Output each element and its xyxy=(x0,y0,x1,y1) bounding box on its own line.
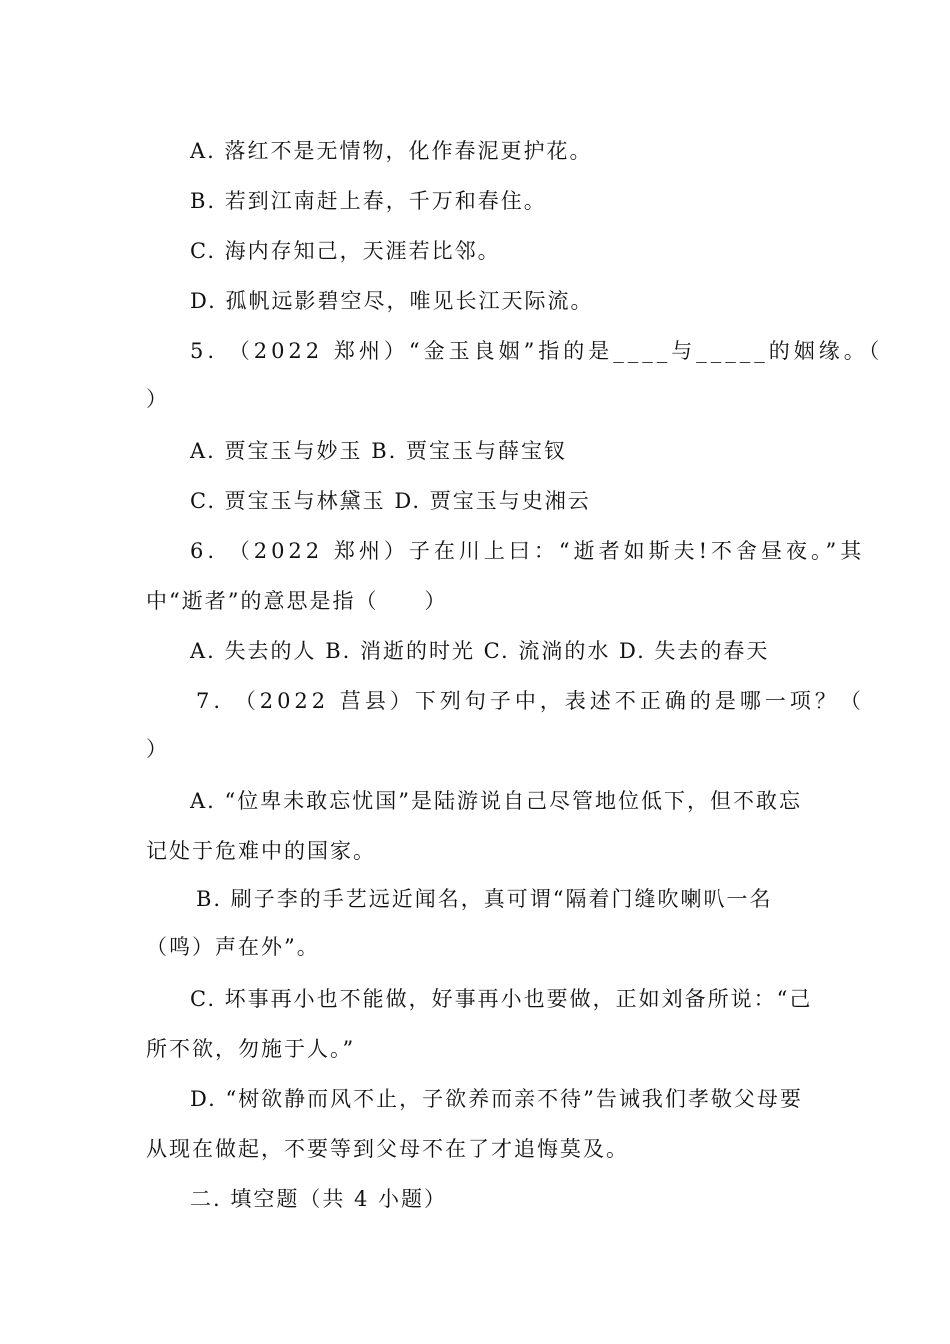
section-heading-fill-in: 二. 填空题（共 4 小题） xyxy=(190,1187,448,1211)
q4-option-c: C. 海内存知己，天涯若比邻。 xyxy=(190,239,501,263)
q7-stem-line2: ） xyxy=(146,737,169,761)
q7-option-c-line2: 所不欲，勿施于人。” xyxy=(146,1037,356,1061)
q6-stem-line2: 中“逝者”的意思是指（ ） xyxy=(146,589,448,613)
q7-stem-line1: 7. （2022 莒县）下列句子中，表述不正确的是哪一项？（ xyxy=(196,689,865,713)
q7-option-a-line1: A. “位卑未敢忘忧国”是陆游说自己尽管地位低下，但不敢忘 xyxy=(190,789,802,813)
q6-stem-line1: 6. （2022 郑州）子在川上曰：“逝者如斯夫!不舍昼夜。”其 xyxy=(190,539,866,563)
q5-stem-line2: ） xyxy=(146,387,169,411)
q4-option-a: A. 落红不是无情物，化作春泥更护花。 xyxy=(190,139,593,163)
q4-option-b: B. 若到江南赶上春，千万和春住。 xyxy=(190,189,547,213)
q7-option-b-line1: B. 刷子李的手艺远近闻名，真可谓“隔着门缝吹喇叭一名 xyxy=(196,887,773,911)
q7-option-b-line2: （鸣）声在外”。 xyxy=(146,935,320,959)
q7-option-a-line2: 记处于危难中的国家。 xyxy=(146,839,376,863)
q4-option-d: D. 孤帆远影碧空尽，唯见长江天际流。 xyxy=(190,289,594,313)
q7-option-d-line1: D. “树欲静而风不止，子欲养而亲不待”告诫我们孝敬父母要 xyxy=(190,1087,803,1111)
q5-stem-line1: 5. （2022 郑州）“金玉良姻”指的是____与_____的姻缘。（ xyxy=(190,339,884,363)
q7-option-c-line1: C. 坏事再小也不能做，好事再小也要做，正如刘备所说：“己 xyxy=(190,987,813,1011)
q5-options-line1: A. 贾宝玉与妙玉 B. 贾宝玉与薛宝钗 xyxy=(190,439,567,463)
q6-options-line1: A. 失去的人 B. 消逝的时光 C. 流淌的水 D. 失去的春天 xyxy=(190,639,770,663)
q5-options-line2: C. 贾宝玉与林黛玉 D. 贾宝玉与史湘云 xyxy=(190,489,591,513)
q7-option-d-line2: 从现在做起，不要等到父母不在了才追悔莫及。 xyxy=(146,1137,629,1161)
